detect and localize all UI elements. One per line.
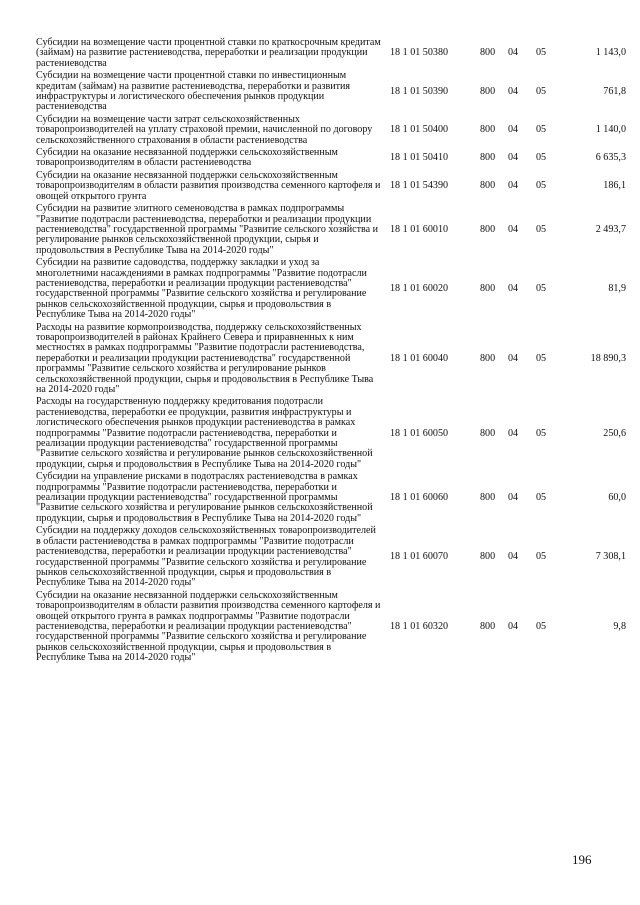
table-row — [36, 70, 626, 114]
page-number: 196 — [572, 852, 592, 867]
row-subsection: 05 — [536, 551, 547, 563]
table-row — [36, 170, 626, 203]
row-code: 18 1 01 50390 — [390, 85, 449, 97]
row-code: 18 1 01 50380 — [390, 47, 449, 59]
row-subsection: 05 — [536, 283, 547, 295]
row-amount: 9,8 — [613, 620, 626, 632]
row-section: 04 — [508, 352, 519, 364]
row-amount: 2 493,7 — [595, 223, 626, 235]
table-row — [36, 257, 626, 321]
row-expense-type: 800 — [480, 352, 496, 364]
table-row — [36, 114, 626, 147]
row-name: Субсидии на оказание несвязанной поддержки сельскохозяйственным товаропроизводителям в области развития производства семенного картофеля и овощей открытого грунта в рамках подпрограммы "Развитие подотрасли растениеводства, переработки и реализации продукции растениеводства" государственной программы "Развитие сельского хозяйства и регулирование рынков сельскохозяйственной продукции, сырья и продовольствия в Республике Тыва на 2014-2020 годы" — [36, 589, 381, 664]
row-section: 04 — [508, 620, 519, 632]
row-expense-type: 800 — [480, 180, 496, 192]
row-code: 18 1 01 50400 — [390, 124, 449, 136]
row-expense-type: 800 — [480, 492, 496, 504]
table-row — [36, 147, 626, 170]
row-expense-type: 800 — [480, 47, 496, 59]
row-section: 04 — [508, 47, 519, 59]
row-subsection: 05 — [536, 152, 547, 164]
row-amount: 250,6 — [603, 427, 626, 439]
row-subsection: 05 — [536, 124, 547, 136]
row-code: 18 1 01 60020 — [390, 283, 449, 295]
row-amount: 1 140,0 — [595, 124, 626, 136]
row-expense-type: 800 — [480, 551, 496, 563]
row-code: 18 1 01 60060 — [390, 492, 449, 504]
row-amount: 186,1 — [603, 180, 626, 192]
row-code: 18 1 01 60040 — [390, 352, 449, 364]
row-name: Субсидии на развитие садоводства, поддержку закладки и уход за многолетними насаждениями в рамках подпрограммы "Развитие подотрасли растениеводства, переработки и реализации продукции растениеводства" государственной программы "Развитие сельского хозяйства и регулирование рынков сельскохозяйственной продукции, сырья и продовольствия в Республике Тыва на 2014-2020 годы" — [36, 257, 367, 321]
row-subsection: 05 — [536, 180, 547, 192]
row-name: Субсидии на возмещение части процентной ставки по краткосрочным кредитам (займам) на развитие растениеводства, переработки и реализации продукции растениеводства — [36, 37, 381, 69]
row-section: 04 — [508, 551, 519, 563]
row-name: Расходы на развитие кормопроизводства, поддержку сельскохозяйственных товаропроизводителей в районах Крайнего Севера и приравненных к ним местностях в рамках подпрограммы "Развитие подотрасли растениеводства, переработки и реализации продукции растениеводства" государственной программы "Развитие сельского хозяйства и регулирование рынков сельскохозяйственной продукции, сырья и продовольствия в Республике Тыва на 2014-2020 годы" — [36, 321, 374, 395]
row-name: Расходы на государственную поддержку кредитования подотрасли растениеводства, переработки ее продукции, развития инфраструктуры и логистического обеспечения рынков продукции растениеводства в рамках подпрограммы "Развитие подотрасли растениеводства, переработки и реализации продукции растениеводства" государственной программы "Развитие сельского хозяйства и регулирование рынков сельскохозяйственной продукции, сырья и продовольствия в Республике Тыва на 2014-2020 годы" — [36, 396, 373, 470]
row-expense-type: 800 — [480, 283, 496, 295]
row-subsection: 05 — [536, 85, 547, 97]
table-row — [36, 471, 626, 525]
budget-table — [36, 37, 626, 665]
table-row — [36, 203, 626, 257]
row-subsection: 05 — [536, 352, 547, 364]
row-expense-type: 800 — [480, 152, 496, 164]
row-amount: 7 308,1 — [595, 551, 626, 563]
row-section: 04 — [508, 85, 519, 97]
row-section: 04 — [508, 124, 519, 136]
row-name: Субсидии на оказание несвязанной поддержки сельскохозяйственным товаропроизводителям в области развития производства семенного картофеля и овощей открытого грунта — [36, 169, 381, 202]
row-amount: 6 635,3 — [595, 152, 626, 164]
row-expense-type: 800 — [480, 620, 496, 632]
row-amount: 18 890,3 — [590, 352, 626, 364]
row-name: Субсидии на возмещение части процентной ставки по инвестиционным кредитам (займам) на развитие растениеводства, переработки и развития инфраструктуры и логистического обеспечения рынков продукции растениеводства — [36, 70, 351, 113]
row-section: 04 — [508, 492, 519, 504]
row-name: Субсидии на управление рисками в подотраслях растениеводства в рамках подпрограммы "Развитие подотрасли растениеводства, переработки и реализации продукции растениеводства" государственной программы "Развитие сельского хозяйства и регулирование рынков сельскохозяйственной продукции, сырья и продовольствия в Республике Тыва на 2014-2020 годы" — [36, 471, 373, 524]
row-section: 04 — [508, 223, 519, 235]
row-code: 18 1 01 60070 — [390, 551, 449, 563]
table-row — [36, 525, 626, 589]
row-code: 18 1 01 60010 — [390, 223, 449, 235]
row-subsection: 05 — [536, 492, 547, 504]
row-section: 04 — [508, 152, 519, 164]
row-section: 04 — [508, 180, 519, 192]
row-amount: 1 143,0 — [595, 47, 626, 59]
row-name: Субсидии на развитие элитного семеноводства в рамках подпрограммы "Развитие подотрасли растениеводства, переработки и реализации продукции растениеводства" государственной программы "Развитие сельского хозяйства и регулирование рынков сельскохозяйственной продукции, сырья и продовольствия в Республике Тыва на 2014-2020 годы" — [36, 203, 379, 256]
row-code: 18 1 01 60050 — [390, 427, 449, 439]
row-subsection: 05 — [536, 223, 547, 235]
budget-table-body — [36, 37, 626, 665]
row-subsection: 05 — [536, 427, 547, 439]
row-section: 04 — [508, 283, 519, 295]
row-expense-type: 800 — [480, 427, 496, 439]
row-amount: 761,8 — [603, 85, 626, 97]
row-amount: 60,0 — [608, 492, 626, 504]
table-row — [36, 37, 626, 70]
row-code: 18 1 01 50410 — [390, 152, 449, 164]
row-code: 18 1 01 60320 — [390, 620, 449, 632]
row-expense-type: 800 — [480, 223, 496, 235]
row-name: Субсидии на поддержку доходов сельскохозяйственных товаропроизводителей в области растениеводства в рамках подпрограммы "Развитие подотрасли растениеводства, переработки и реализации продукции растениеводства" государственной программы "Развитие сельского хозяйства и регулирование рынков сельскохозяйственной продукции, сырья и продовольствия в Республике Тыва на 2014-2020 годы" — [36, 525, 376, 589]
row-subsection: 05 — [536, 47, 547, 59]
row-expense-type: 800 — [480, 124, 496, 136]
table-row — [36, 590, 626, 665]
row-name: Субсидии на возмещение части затрат сельскохозяйственных товаропроизводителей на уплату страховой премии, начисленной по договору сельскохозяйственного страхования в области растениеводства — [36, 113, 373, 146]
row-subsection: 05 — [536, 620, 547, 632]
row-amount: 81,9 — [608, 283, 626, 295]
table-row — [36, 322, 626, 397]
row-code: 18 1 01 54390 — [390, 180, 449, 192]
row-section: 04 — [508, 427, 519, 439]
table-row — [36, 396, 626, 471]
row-expense-type: 800 — [480, 85, 496, 97]
row-name: Субсидии на оказание несвязанной поддержки сельскохозяйственным товаропроизводителям в области растениеводства — [36, 147, 338, 169]
